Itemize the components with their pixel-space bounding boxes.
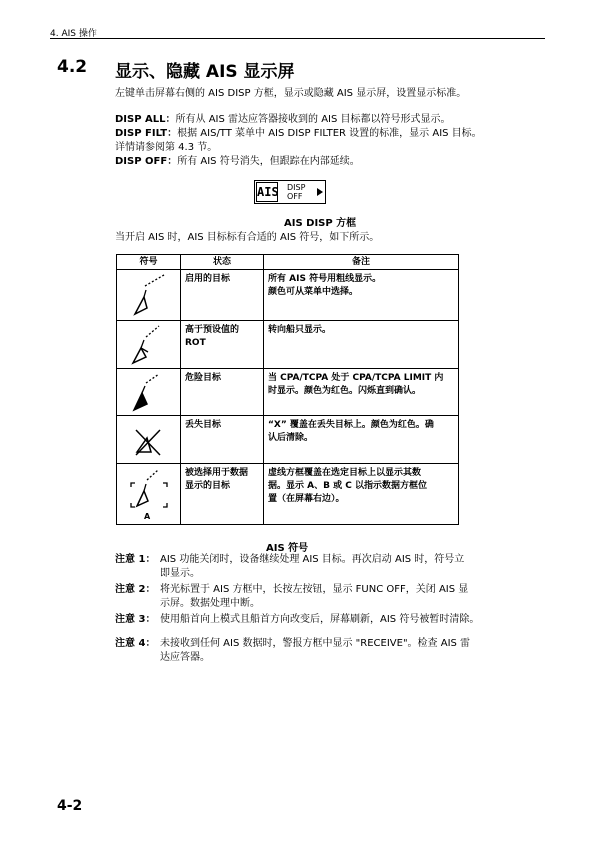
remark-cell xyxy=(264,464,459,525)
status-line: 高于预设值的 xyxy=(185,325,240,335)
table-row xyxy=(117,416,459,464)
note-line: AIS 功能关闭时，设备继续处理 AIS 目标。再次启动 AIS 时，符号立 xyxy=(160,554,465,565)
option-text: 根据 AIS/TT 菜单中 AIS DISP FILTER 设置的标准，显示 AIS 目标。 xyxy=(177,128,482,139)
note-line: 示屏。数据处理中断。 xyxy=(160,598,260,609)
table-row xyxy=(117,321,459,369)
running-header: 4. AIS 操作 xyxy=(50,29,97,39)
remark-line: 当 CPA/TCPA 处于 CPA/TCPA LIMIT 内 xyxy=(268,373,444,383)
remark-line: 虚线方框覆盖在选定目标上以显示其数 xyxy=(268,468,422,478)
dangerous-target-icon xyxy=(117,369,181,415)
note-line: 未接收到任何 AIS 数据时，警报方框中显示 "RECEIVE"。检查 AIS 雷 xyxy=(160,638,471,649)
status-cell xyxy=(181,416,264,464)
option-label: DISP ALL： xyxy=(115,114,176,125)
note-line: 即显示。 xyxy=(160,568,200,579)
header-rule xyxy=(50,38,545,39)
remark-cell xyxy=(264,270,459,321)
remark-line: 颜色可从菜单中选择。 xyxy=(268,287,359,297)
status-line: ROT xyxy=(185,338,206,348)
remark-line: 所有 AIS 符号用粗线显示。 xyxy=(268,274,382,284)
triangle-right-icon xyxy=(317,188,323,196)
remark-line: 置（在屏幕右边）。 xyxy=(268,494,345,504)
remark-cell xyxy=(264,416,459,464)
page-number: 4-2 xyxy=(57,798,83,814)
disp-state-label: OFF xyxy=(287,192,303,201)
status-cell xyxy=(181,321,264,369)
rot-target-icon xyxy=(117,321,181,368)
intro-paragraph: 左键单击屏幕右侧的 AIS DISP 方框，显示或隐藏 AIS 显示屏，设置显示标准。 xyxy=(115,88,467,99)
section-number: 4.2 xyxy=(57,57,88,77)
lost-target-icon xyxy=(117,416,181,463)
table-row xyxy=(117,369,459,416)
option-disp-off xyxy=(115,155,360,168)
option-disp-filt-cont: 详情请参阅第 4.3 节。 xyxy=(115,142,218,153)
table-row xyxy=(117,270,459,321)
table-row xyxy=(117,464,459,525)
remark-line: 转向船只显示。 xyxy=(268,325,332,335)
selected-target-icon xyxy=(117,464,181,524)
status-line: 丢失目标 xyxy=(185,420,222,430)
ais-label: AIS xyxy=(256,182,278,202)
option-disp-filt xyxy=(115,127,482,140)
remark-line: 时显示。颜色为红色。闪烁直到确认。 xyxy=(268,386,422,396)
disp-label: DISP xyxy=(287,183,306,192)
symbol-cell xyxy=(117,416,181,464)
section-title: 显示、隐藏 AIS 显示屏 xyxy=(115,62,295,82)
symbol-cell xyxy=(117,270,181,321)
symbol-cell xyxy=(117,321,181,369)
header-symbol: 符号 xyxy=(117,255,181,270)
symbol-cell xyxy=(117,464,181,525)
activated-target-icon xyxy=(117,270,181,320)
status-line: 显示的目标 xyxy=(185,481,231,491)
selected-target-letter: A xyxy=(144,512,151,521)
table-caption: AIS 符号 xyxy=(266,543,309,554)
note-line: 将光标置于 AIS 方框中，长按左按钮，显示 FUNC OFF，关闭 AIS 显 xyxy=(160,584,469,595)
option-label: DISP OFF： xyxy=(115,156,178,167)
status-cell xyxy=(181,464,264,525)
ais-disp-box-figure xyxy=(254,180,326,204)
status-line: 启用的目标 xyxy=(185,274,231,284)
disp-box-caption: AIS DISP 方框 xyxy=(284,218,357,229)
note-line: 达应答器。 xyxy=(160,652,210,663)
status-cell xyxy=(181,270,264,321)
option-disp-all xyxy=(115,113,451,126)
header-status: 状态 xyxy=(181,255,264,270)
ais-symbol-table xyxy=(116,254,459,525)
status-line: 被选择用于数据 xyxy=(185,468,249,478)
header-remark: 备注 xyxy=(264,255,459,270)
remark-line: “X” 覆盖在丢失目标上。颜色为红色。确 xyxy=(268,420,434,430)
table-header-row xyxy=(117,255,459,270)
table-intro: 当开启 AIS 时，AIS 目标标有合适的 AIS 符号，如下所示。 xyxy=(115,232,380,243)
option-label: DISP FILT： xyxy=(115,128,178,139)
status-cell xyxy=(181,369,264,416)
symbol-cell xyxy=(117,369,181,416)
note-label: 注意 1： xyxy=(115,554,156,565)
remark-cell xyxy=(264,321,459,369)
remark-line: 据。显示 A、B 或 C 以指示数据方框位 xyxy=(268,481,427,491)
remark-line: 认后清除。 xyxy=(268,433,314,443)
note-label: 注意 4： xyxy=(115,638,156,649)
note-label: 注意 3： xyxy=(115,614,156,625)
option-text: 所有从 AIS 雷达应答器接收到的 AIS 目标都以符号形式显示。 xyxy=(175,114,451,125)
note-line: 使用船首向上模式且船首方向改变后，屏幕刷新，AIS 符号被暂时清除。 xyxy=(160,614,480,625)
note-label: 注意 2： xyxy=(115,584,156,595)
status-line: 危险目标 xyxy=(185,373,222,383)
option-text: 所有 AIS 符号消失，但跟踪在内部延续。 xyxy=(177,156,360,167)
remark-cell xyxy=(264,369,459,416)
